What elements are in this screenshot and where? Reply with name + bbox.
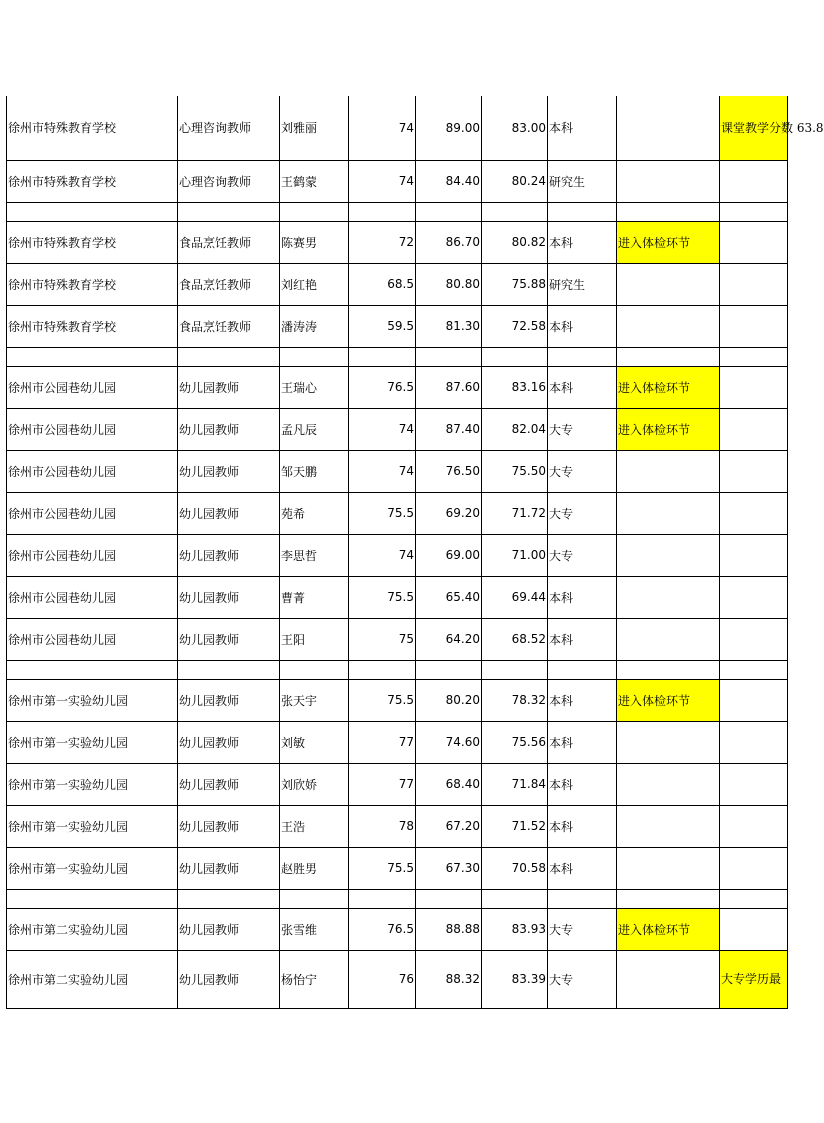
empty-cell: [280, 347, 349, 366]
note-cell: [720, 221, 788, 263]
empty-cell: [416, 202, 482, 221]
table-row: [7, 160, 788, 202]
status-cell: 进入体检环节: [617, 408, 720, 450]
note-cell: [720, 160, 788, 202]
education-cell: 本科: [548, 576, 617, 618]
school-cell: 徐州市第一实验幼儿园: [7, 763, 178, 805]
empty-cell: [617, 660, 720, 679]
interview-score-cell: 67.20: [416, 805, 482, 847]
note-cell: [720, 805, 788, 847]
interview-score-cell: 64.20: [416, 618, 482, 660]
status-cell: 进入体检环节: [617, 221, 720, 263]
total-score-cell: 83.39: [482, 950, 548, 1008]
total-score-cell: 69.44: [482, 576, 548, 618]
written-score-cell: 77: [349, 763, 416, 805]
position-cell: 幼儿园教师: [178, 679, 280, 721]
status-cell: [617, 763, 720, 805]
total-score-cell: 75.88: [482, 263, 548, 305]
total-score-cell: 75.56: [482, 721, 548, 763]
education-cell: 本科: [548, 805, 617, 847]
empty-cell: [178, 202, 280, 221]
total-score-cell: 71.84: [482, 763, 548, 805]
education-cell: 本科: [548, 763, 617, 805]
education-cell: 本科: [548, 679, 617, 721]
empty-cell: [548, 202, 617, 221]
written-score-cell: 78: [349, 805, 416, 847]
name-cell: 张雪维: [280, 908, 349, 950]
empty-cell: [416, 660, 482, 679]
status-cell: [617, 492, 720, 534]
school-cell: 徐州市公园巷幼儿园: [7, 366, 178, 408]
name-cell: 邹天鹏: [280, 450, 349, 492]
empty-cell: [7, 202, 178, 221]
empty-cell: [7, 347, 178, 366]
status-cell: [617, 618, 720, 660]
school-cell: 徐州市公园巷幼儿园: [7, 492, 178, 534]
table-row: [7, 847, 788, 889]
status-cell: [617, 847, 720, 889]
interview-score-cell: 69.00: [416, 534, 482, 576]
empty-cell: [416, 889, 482, 908]
written-score-cell: 77: [349, 721, 416, 763]
empty-cell: [178, 660, 280, 679]
interview-score-cell: 69.20: [416, 492, 482, 534]
separator-row: [7, 202, 788, 221]
empty-cell: [720, 202, 788, 221]
empty-cell: [416, 347, 482, 366]
table-row: [7, 679, 788, 721]
written-score-cell: 74: [349, 160, 416, 202]
interview-score-cell: 81.30: [416, 305, 482, 347]
school-cell: 徐州市第一实验幼儿园: [7, 847, 178, 889]
empty-cell: [617, 202, 720, 221]
table-row: [7, 950, 788, 1008]
table-row: [7, 908, 788, 950]
position-cell: 幼儿园教师: [178, 366, 280, 408]
written-score-cell: 75: [349, 618, 416, 660]
empty-cell: [617, 347, 720, 366]
position-cell: 幼儿园教师: [178, 450, 280, 492]
empty-cell: [280, 202, 349, 221]
note-cell: [720, 847, 788, 889]
table-row: [7, 221, 788, 263]
interview-score-cell: 80.20: [416, 679, 482, 721]
school-cell: 徐州市第一实验幼儿园: [7, 805, 178, 847]
table-row: [7, 576, 788, 618]
total-score-cell: 78.32: [482, 679, 548, 721]
written-score-cell: 74: [349, 96, 416, 160]
total-score-cell: 83.93: [482, 908, 548, 950]
note-cell: [720, 366, 788, 408]
written-score-cell: 75.5: [349, 576, 416, 618]
empty-cell: [617, 889, 720, 908]
note-cell: [720, 408, 788, 450]
table-body: [7, 96, 824, 1008]
name-cell: 赵胜男: [280, 847, 349, 889]
status-cell: [617, 96, 720, 160]
interview-score-cell: 86.70: [416, 221, 482, 263]
name-cell: 王浩: [280, 805, 349, 847]
education-cell: 大专: [548, 908, 617, 950]
education-cell: 大专: [548, 534, 617, 576]
status-cell: [617, 721, 720, 763]
education-cell: 本科: [548, 366, 617, 408]
interview-score-cell: 87.60: [416, 366, 482, 408]
school-cell: 徐州市特殊教育学校: [7, 221, 178, 263]
total-score-cell: 70.58: [482, 847, 548, 889]
empty-cell: [720, 347, 788, 366]
position-cell: 幼儿园教师: [178, 492, 280, 534]
interview-score-cell: 87.40: [416, 408, 482, 450]
name-cell: 李思哲: [280, 534, 349, 576]
name-cell: 王瑞心: [280, 366, 349, 408]
status-cell: [617, 305, 720, 347]
table-row: [7, 408, 788, 450]
status-cell: 进入体检环节: [617, 908, 720, 950]
school-cell: 徐州市第二实验幼儿园: [7, 908, 178, 950]
position-cell: 心理咨询教师: [178, 96, 280, 160]
empty-cell: [720, 889, 788, 908]
position-cell: 幼儿园教师: [178, 908, 280, 950]
education-cell: 研究生: [548, 160, 617, 202]
note-cell: [720, 908, 788, 950]
note-cell: 大专学历最: [720, 950, 788, 1008]
school-cell: 徐州市第一实验幼儿园: [7, 679, 178, 721]
table-row: [7, 263, 788, 305]
written-score-cell: 76.5: [349, 908, 416, 950]
table-row: [7, 492, 788, 534]
separator-row: [7, 347, 788, 366]
empty-cell: [7, 889, 178, 908]
name-cell: 刘欣娇: [280, 763, 349, 805]
position-cell: 心理咨询教师: [178, 160, 280, 202]
name-cell: 王阳: [280, 618, 349, 660]
interview-score-cell: 67.30: [416, 847, 482, 889]
table-row: [7, 366, 788, 408]
education-cell: 本科: [548, 618, 617, 660]
interview-score-cell: 65.40: [416, 576, 482, 618]
empty-cell: [178, 889, 280, 908]
name-cell: 潘涛涛: [280, 305, 349, 347]
name-cell: 刘雅丽: [280, 96, 349, 160]
interview-score-cell: 76.50: [416, 450, 482, 492]
education-cell: 本科: [548, 221, 617, 263]
written-score-cell: 75.5: [349, 847, 416, 889]
name-cell: 杨怡宁: [280, 950, 349, 1008]
school-cell: 徐州市公园巷幼儿园: [7, 450, 178, 492]
name-cell: 陈赛男: [280, 221, 349, 263]
name-cell: 张天宇: [280, 679, 349, 721]
school-cell: 徐州市特殊教育学校: [7, 160, 178, 202]
interview-score-cell: 74.60: [416, 721, 482, 763]
position-cell: 幼儿园教师: [178, 950, 280, 1008]
total-score-cell: 71.52: [482, 805, 548, 847]
position-cell: 幼儿园教师: [178, 618, 280, 660]
empty-cell: [178, 347, 280, 366]
interview-score-cell: 84.40: [416, 160, 482, 202]
written-score-cell: 74: [349, 408, 416, 450]
education-cell: 研究生: [548, 263, 617, 305]
empty-cell: [349, 347, 416, 366]
position-cell: 幼儿园教师: [178, 408, 280, 450]
note-cell: [720, 763, 788, 805]
status-cell: [617, 950, 720, 1008]
written-score-cell: 74: [349, 534, 416, 576]
total-score-cell: 83.00: [482, 96, 548, 160]
school-cell: 徐州市特殊教育学校: [7, 263, 178, 305]
name-cell: 孟凡辰: [280, 408, 349, 450]
position-cell: 幼儿园教师: [178, 721, 280, 763]
empty-cell: [720, 660, 788, 679]
name-cell: 王鹤蒙: [280, 160, 349, 202]
note-cell: [720, 721, 788, 763]
note-cell: [720, 576, 788, 618]
total-score-cell: 68.52: [482, 618, 548, 660]
education-cell: 大专: [548, 950, 617, 1008]
education-cell: 大专: [548, 450, 617, 492]
note-cell: [720, 450, 788, 492]
table-row: [7, 805, 788, 847]
name-cell: 苑希: [280, 492, 349, 534]
school-cell: 徐州市特殊教育学校: [7, 305, 178, 347]
interview-score-cell: 80.80: [416, 263, 482, 305]
school-cell: 徐州市特殊教育学校: [7, 96, 178, 160]
school-cell: 徐州市公园巷幼儿园: [7, 576, 178, 618]
education-cell: 本科: [548, 721, 617, 763]
total-score-cell: 75.50: [482, 450, 548, 492]
position-cell: 幼儿园教师: [178, 805, 280, 847]
position-cell: 幼儿园教师: [178, 576, 280, 618]
education-cell: 本科: [548, 847, 617, 889]
total-score-cell: 80.82: [482, 221, 548, 263]
written-score-cell: 76: [349, 950, 416, 1008]
school-cell: 徐州市公园巷幼儿园: [7, 534, 178, 576]
empty-cell: [280, 660, 349, 679]
status-cell: [617, 805, 720, 847]
note-cell: [720, 263, 788, 305]
written-score-cell: 74: [349, 450, 416, 492]
interview-score-cell: 88.32: [416, 950, 482, 1008]
status-cell: 进入体检环节: [617, 366, 720, 408]
note-cell: [720, 492, 788, 534]
written-score-cell: 75.5: [349, 679, 416, 721]
written-score-cell: 75.5: [349, 492, 416, 534]
table-row: [7, 305, 788, 347]
empty-cell: [349, 889, 416, 908]
school-cell: 徐州市第一实验幼儿园: [7, 721, 178, 763]
empty-cell: [482, 347, 548, 366]
note-cell: 课堂教学分数 63.8: [720, 96, 788, 160]
position-cell: 幼儿园教师: [178, 847, 280, 889]
table-row: [7, 721, 788, 763]
interview-score-cell: 88.88: [416, 908, 482, 950]
education-cell: 大专: [548, 408, 617, 450]
empty-cell: [280, 889, 349, 908]
status-cell: [617, 263, 720, 305]
empty-cell: [548, 889, 617, 908]
separator-row: [7, 660, 788, 679]
name-cell: 刘敏: [280, 721, 349, 763]
separator-row: [7, 889, 788, 908]
position-cell: 食品烹饪教师: [178, 305, 280, 347]
table-row: [7, 534, 788, 576]
written-score-cell: 68.5: [349, 263, 416, 305]
table-row: [7, 450, 788, 492]
status-cell: [617, 450, 720, 492]
table-row: [7, 763, 788, 805]
note-cell: [720, 618, 788, 660]
status-cell: [617, 534, 720, 576]
total-score-cell: 72.58: [482, 305, 548, 347]
empty-cell: [482, 889, 548, 908]
empty-cell: [349, 660, 416, 679]
written-score-cell: 72: [349, 221, 416, 263]
total-score-cell: 71.00: [482, 534, 548, 576]
status-cell: 进入体检环节: [617, 679, 720, 721]
school-cell: 徐州市第二实验幼儿园: [7, 950, 178, 1008]
position-cell: 食品烹饪教师: [178, 221, 280, 263]
results-table: [6, 96, 824, 1009]
empty-cell: [482, 660, 548, 679]
empty-cell: [548, 660, 617, 679]
total-score-cell: 83.16: [482, 366, 548, 408]
position-cell: 幼儿园教师: [178, 763, 280, 805]
written-score-cell: 76.5: [349, 366, 416, 408]
education-cell: 大专: [548, 492, 617, 534]
total-score-cell: 71.72: [482, 492, 548, 534]
table-row: [7, 96, 788, 160]
position-cell: 幼儿园教师: [178, 534, 280, 576]
empty-cell: [548, 347, 617, 366]
total-score-cell: 82.04: [482, 408, 548, 450]
status-cell: [617, 576, 720, 618]
total-score-cell: 80.24: [482, 160, 548, 202]
name-cell: 曹菁: [280, 576, 349, 618]
school-cell: 徐州市公园巷幼儿园: [7, 618, 178, 660]
status-cell: [617, 160, 720, 202]
interview-score-cell: 68.40: [416, 763, 482, 805]
empty-cell: [482, 202, 548, 221]
school-cell: 徐州市公园巷幼儿园: [7, 408, 178, 450]
name-cell: 刘红艳: [280, 263, 349, 305]
education-cell: 本科: [548, 96, 617, 160]
empty-cell: [349, 202, 416, 221]
interview-score-cell: 89.00: [416, 96, 482, 160]
empty-cell: [7, 660, 178, 679]
position-cell: 食品烹饪教师: [178, 263, 280, 305]
education-cell: 本科: [548, 305, 617, 347]
written-score-cell: 59.5: [349, 305, 416, 347]
note-cell: [720, 679, 788, 721]
note-cell: [720, 305, 788, 347]
note-cell: [720, 534, 788, 576]
table-row: [7, 618, 788, 660]
